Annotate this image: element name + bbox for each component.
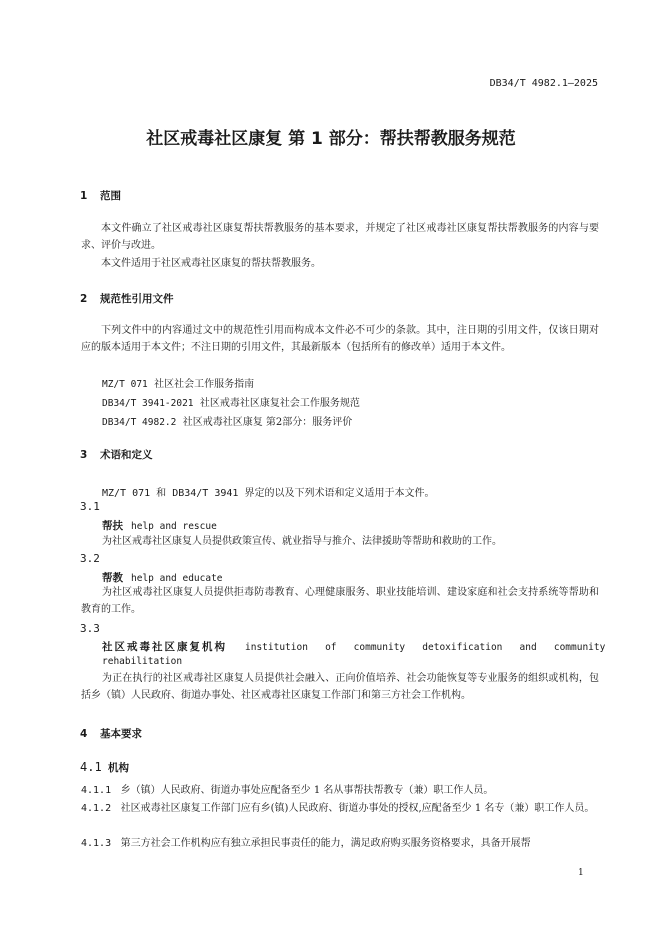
- section-title: 范围: [100, 190, 121, 202]
- section-number: 1: [80, 190, 88, 202]
- term-en: help and educate: [131, 573, 223, 584]
- standard-number: DB34/T 4982.1—2025: [489, 78, 598, 89]
- subsection-number: 4.1: [80, 760, 102, 774]
- clause: [81, 836, 599, 853]
- section-2-heading: [80, 291, 174, 306]
- ref-code: DB34/T 4982.2: [102, 417, 177, 428]
- term-en-line1: institution of community detoxification and community: [245, 642, 606, 653]
- ref-name: 社区戒毒社区康复社会工作服务规范: [199, 398, 360, 409]
- refs-intro-paragraph: 下列文件中的内容通过文中的规范性引用而构成本文件必不可少的条款。其中，注日期的引用文件，仅该日期对应的版本适用于本文件；不注日期的引用文件，其最新版本（包括所有的修改单）适用于本文件。: [81, 325, 599, 353]
- section-3-heading: [80, 447, 153, 462]
- term-entry: [102, 639, 606, 654]
- terms-intro: MZ/T 071 和 DB34/T 3941 界定的以及下列术语和定义适用于本文件。: [102, 488, 435, 499]
- term-definition: 为社区戒毒社区康复人员提供拒毒防毒教育、心理健康服务、职业技能培训、建设家庭和社会支持系统等帮助和教育的工作。: [81, 587, 599, 615]
- clause-text: 乡（镇）人民政府、街道办事处应配备至少 1 名从事帮扶帮教专（兼）职工作人员。: [120, 785, 494, 796]
- term-entry: [102, 518, 217, 533]
- ref-item: [102, 394, 360, 409]
- ref-name: 社区社会工作服务指南: [154, 379, 255, 390]
- term-en: help and rescue: [131, 521, 217, 532]
- clause: [81, 783, 599, 800]
- term-zh: 帮教: [102, 572, 123, 584]
- section-number: 4: [80, 728, 88, 740]
- section-title: 基本要求: [100, 728, 142, 740]
- clause-number: 4.1.1: [81, 785, 112, 796]
- term-number: 3.2: [80, 552, 100, 565]
- section-4-heading: [80, 726, 142, 741]
- term-en-line2: [102, 656, 182, 667]
- page-number: 1: [578, 868, 584, 878]
- term-definition: 为正在执行的社区戒毒社区康复人员提供社会融入、正向价值培养、社会功能恢复等专业服务的组织或机构，包括乡（镇）人民政府、街道办事处、社区戒毒社区康复工作部门和第三方社会工作机构。: [81, 673, 599, 701]
- section-number: 3: [80, 449, 88, 461]
- clause-text: 第三方社会工作机构应有独立承担民事责任的能力，满足政府购买服务资格要求，具备开展帮: [120, 838, 531, 849]
- ref-item: [102, 413, 352, 428]
- term-entry: [102, 570, 223, 585]
- ref-name: 社区戒毒社区康复 第2部分：服务评价: [182, 417, 353, 428]
- section-1-heading: [80, 188, 121, 203]
- term-number: 3.1: [80, 500, 100, 513]
- section-title: 术语和定义: [100, 449, 153, 461]
- section-number: 2: [80, 293, 88, 305]
- term-zh: 帮扶: [102, 520, 123, 532]
- scope-paragraph-2: 本文件适用于社区戒毒社区康复的帮扶帮教服务。: [101, 258, 321, 269]
- clause-text: 社区戒毒社区康复工作部门应有乡(镇)人民政府、街道办事处的授权,应配备至少 1 名专（兼）职工作人员。: [120, 803, 595, 814]
- ref-code: DB34/T 3941-2021: [102, 398, 194, 409]
- subsection-4-1-heading: [80, 760, 129, 775]
- clause-number: 4.1.3: [81, 838, 112, 849]
- term-definition: 为社区戒毒社区康复人员提供政策宣传、就业指导与推介、法律援助等帮助和救助的工作。: [102, 536, 502, 547]
- scope-paragraph-1: 本文件确立了社区戒毒社区康复帮扶帮教服务的基本要求，并规定了社区戒毒社区康复帮扶帮教服务的内容与要求、评价与改进。: [81, 223, 599, 251]
- clause-number: 4.1.2: [81, 803, 112, 814]
- ref-item: [102, 375, 254, 390]
- term-en: rehabilitation: [102, 656, 183, 667]
- subsection-title: 机构: [108, 762, 129, 774]
- clause: [81, 801, 599, 818]
- ref-code: MZ/T 071: [102, 379, 148, 390]
- term-number: 3.3: [80, 622, 100, 635]
- term-zh: 社区戒毒社区康复机构: [102, 641, 227, 653]
- section-title: 规范性引用文件: [100, 293, 174, 305]
- document-title: 社区戒毒社区康复 第 1 部分：帮扶帮教服务规范: [146, 129, 516, 149]
